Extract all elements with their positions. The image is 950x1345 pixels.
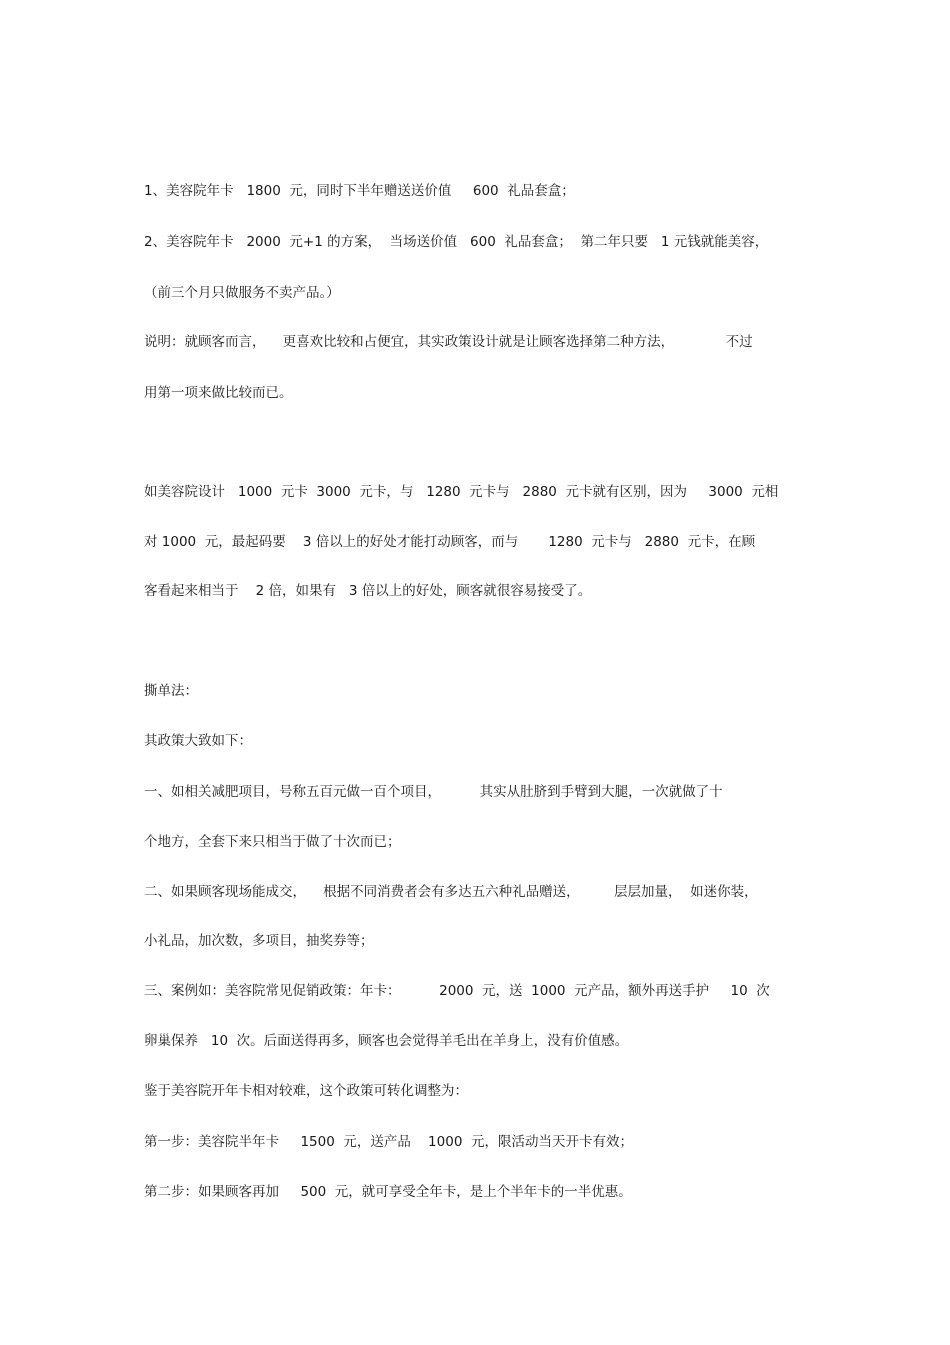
- text-line: 卵巢保养 10 次。后面送得再多，顾客也会觉得羊毛出在羊身上，没有价值感。: [144, 1033, 629, 1049]
- text-line: 1、美容院年卡 1800 元，同时下半年赠送送价值 600 礼品套盒；: [144, 183, 575, 199]
- text-line: 鉴于美容院开年卡相对较难，这个政策可转化调整为：: [144, 1083, 468, 1099]
- text-line: 说明：就顾客而言， 更喜欢比较和占便宜，其实政策设计就是让顾客选择第二种方法， 不过: [144, 334, 753, 350]
- text-line: 小礼品，加次数，多项目，抽奖券等；: [144, 933, 374, 949]
- text-line: 个地方，全套下来只相当于做了十次而已；: [144, 834, 401, 850]
- text-line: 二、如果顾客现场能成交， 根据不同消费者会有多达五六种礼品赠送， 层层加量， 如迷你装，: [144, 884, 758, 900]
- text-line: 第二步：如果顾客再加 500 元，就可享受全年卡，是上个半年卡的一半优惠。: [144, 1184, 632, 1200]
- text-line: 如美容院设计 1000 元卡 3000 元卡，与 1280 元卡与 2880 元卡就有区别，因为 3000 元相: [144, 484, 779, 500]
- text-line: 三、案例如：美容院常见促销政策：年卡： 2000 元，送 1000 元产品，额外再送手护 10 次: [144, 983, 770, 999]
- text-line: 其政策大致如下：: [144, 733, 252, 749]
- text-line: 客看起来相当于 2 倍，如果有 3 倍以上的好处，顾客就很容易接受了。: [144, 583, 592, 599]
- section-heading: 撕单法：: [144, 683, 198, 699]
- text-line: 对 1000 元，最起码要 3 倍以上的好处才能打动顾客，而与 1280 元卡与 2880 元卡，在顾: [144, 534, 756, 550]
- text-line: 一、如相关减肥项目，号称五百元做一百个项目， 其实从肚脐到手臂到大腿，一次就做了十: [144, 784, 723, 800]
- text-line: 2、美容院年卡 2000 元+1 的方案， 当场送价值 600 礼品套盒； 第二年只要 1 元钱就能美容，: [144, 234, 769, 250]
- text-line: 用第一项来做比较而已。: [144, 385, 293, 401]
- text-line: （前三个月只做服务不卖产品。）: [144, 285, 340, 301]
- text-line: 第一步：美容院半年卡 1500 元，送产品 1000 元，限活动当天开卡有效；: [144, 1134, 633, 1150]
